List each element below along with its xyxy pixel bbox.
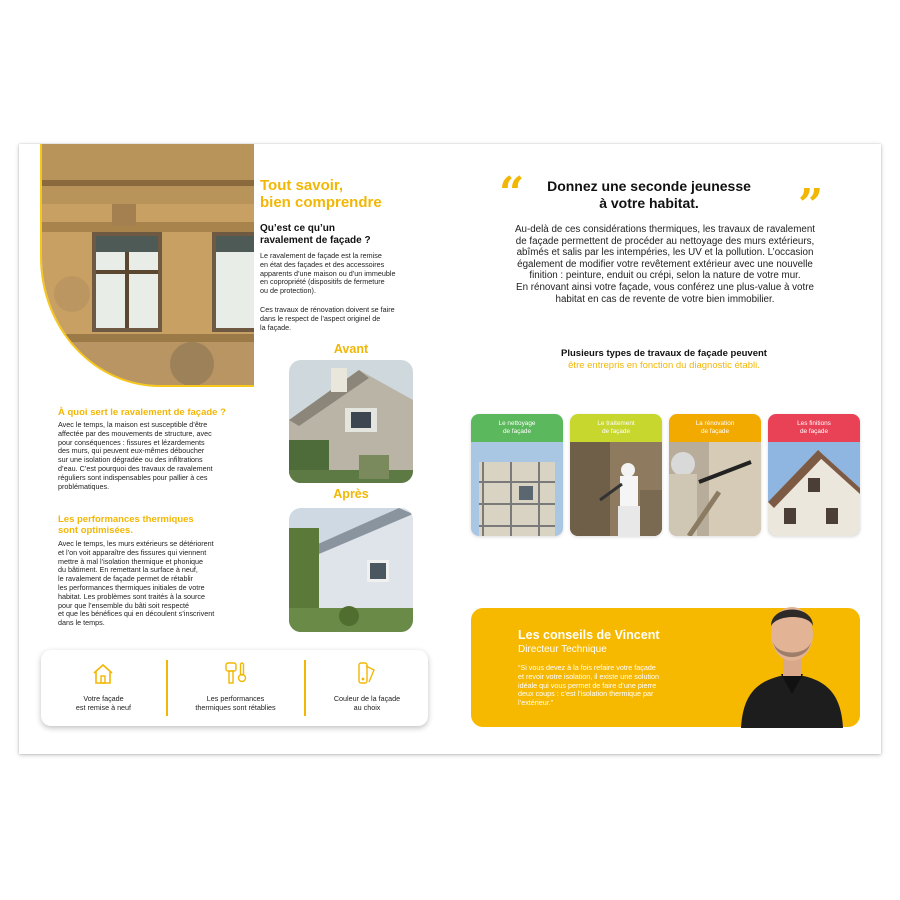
text-line: la façade.	[260, 322, 292, 332]
before-photo	[289, 360, 413, 483]
benefit-label	[41, 694, 166, 712]
heading-line: être entrepris en fonction du diagnostic établi.	[568, 360, 760, 371]
text-line: Ces travaux de rénovation doivent se faire	[260, 305, 395, 314]
advice-role: Directeur Technique	[518, 644, 607, 655]
card-header	[768, 414, 860, 442]
text-line: idéale qui vous permet de faire d’une pierre	[518, 680, 657, 690]
card-photo	[669, 442, 761, 536]
quote-heading	[539, 178, 759, 212]
card-header	[669, 414, 761, 442]
text-line: en état des façades et des accessoires	[260, 259, 385, 269]
heading-line: Plusieurs types de travaux de façade peuvent	[561, 348, 767, 359]
text-line: Au-delà de ces considérations thermiques, les travaux de ravalement	[514, 224, 816, 235]
page-title	[260, 177, 420, 211]
card-label: La rénovation	[695, 420, 735, 427]
card-renovation	[669, 414, 761, 536]
brochure-spread	[19, 144, 881, 754]
text-line: Le ravalement de façade est la remise	[260, 251, 382, 260]
definition-text	[260, 252, 425, 296]
text-line: affectée par des mouvements de structure, avec	[58, 428, 212, 438]
question-line: Qu’est ce qu’un	[260, 223, 336, 234]
types-heading	[519, 348, 809, 372]
title-line: bien comprendre	[260, 194, 382, 211]
text-line: “Si vous devez à la fois refaire votre façade	[518, 663, 656, 672]
text-line: le ravalement de façade permet de rétablir	[58, 574, 194, 584]
section-title	[58, 514, 258, 536]
card-photo	[570, 442, 662, 536]
text-line: apparents d’une maison ou d’un immeuble	[260, 268, 396, 278]
house-icon	[91, 662, 115, 686]
text-line: problématiques.	[58, 481, 110, 491]
vincent-portrait	[737, 582, 847, 728]
text-line: des murs, qui peuvent eux-mêmes déboucher	[58, 446, 205, 456]
advice-title: Les conseils de Vincent	[518, 628, 660, 642]
benefit-label	[306, 694, 428, 712]
card-header	[570, 414, 662, 442]
open-quote-mark: “	[499, 168, 525, 219]
text-line: les performances thermiques initiales de votre	[58, 582, 205, 592]
text-line: sur une isolation dégradée ou des infiltrations	[58, 455, 203, 465]
text-line: finition : peinture, enduit ou crépi, selon la nature de votre mur.	[529, 270, 801, 282]
quote-line: Donnez une seconde jeunesse	[547, 178, 751, 194]
text-line: deux coups : c’est l’isolation thermique par	[518, 689, 654, 699]
benefit-item	[168, 650, 303, 726]
thermometer-icon	[224, 660, 248, 686]
text-line: du bâtiment. En remettant la surface à neuf,	[58, 565, 198, 575]
benefits-bar	[41, 650, 428, 726]
text-line: mettre à mal l’isolation thermique et phonique	[58, 556, 204, 566]
text-line: ou de protection).	[260, 286, 316, 296]
card-label: de façade	[502, 427, 532, 435]
building-photo	[40, 144, 254, 387]
card-treatment	[570, 414, 662, 536]
quote-line: à votre habitat.	[599, 195, 699, 211]
text-line: dans le respect de l’aspect originel de	[260, 313, 381, 323]
before-label: Avant	[333, 342, 369, 356]
text-line: de façade permettent de procéder au nettoyage des murs extérieurs,	[515, 235, 815, 247]
advice-text	[518, 664, 728, 708]
card-photo	[768, 442, 860, 536]
label-line: est remise à neuf	[75, 703, 132, 712]
text-line: réguliers sont indispensables pour pallier à ces	[58, 472, 208, 482]
section-title: À quoi sert le ravalement de façade ?	[58, 407, 226, 418]
text-line: Avec le temps, les murs extérieurs se détériorent	[58, 539, 214, 548]
section1-text	[58, 421, 253, 491]
text-line: pour que l’ensemble du bâti soit respecté	[58, 600, 190, 610]
title-line: Tout savoir,	[260, 177, 344, 194]
text-line: et que les bénéfices qui en découlent s’inscrivent	[58, 609, 215, 619]
benefit-item	[306, 650, 428, 726]
question-line: ravalement de façade ?	[260, 235, 371, 246]
after-photo	[289, 508, 413, 632]
text-line: habitat. Les problèmes sont traités à la source	[58, 591, 206, 601]
color-swatch-icon	[355, 660, 379, 686]
card-label: Le nettoyage	[498, 420, 536, 427]
label-line: Votre façade	[83, 694, 124, 703]
text-line: l’extérieur.”	[518, 698, 554, 708]
label-line: Couleur de la façade	[333, 694, 401, 703]
card-label: de façade	[601, 427, 631, 435]
intro-text	[490, 224, 840, 305]
text-line: abîmés et salis par les intempéries, les UV et la pollution. L’occasion	[516, 247, 814, 259]
text-line: et revoir votre isolation, il existe une solution	[518, 671, 660, 681]
card-cleaning	[471, 414, 563, 536]
text-line: d’eau. C’est pourquoi des travaux de ravalement	[58, 463, 213, 473]
close-quote-mark: ”	[798, 180, 824, 231]
card-header	[471, 414, 563, 442]
card-label: de façade	[799, 427, 829, 435]
text-line: dans le temps.	[58, 618, 105, 628]
section2-text	[58, 540, 253, 628]
question-heading	[260, 223, 420, 247]
respect-text	[260, 306, 425, 332]
card-label: Le traitement	[597, 420, 635, 427]
benefit-label	[168, 694, 303, 712]
text-line: également de modifier votre revêtement extérieur avec une nouvelle	[517, 258, 813, 270]
text-line: En rénovant ainsi votre façade, vous conférez une plus-value à votre	[516, 281, 814, 293]
text-line: et l’on voit apparaître des fissures qui viennent	[58, 547, 207, 557]
card-label: de façade	[700, 427, 730, 435]
text-line: pour conséquences : fissures et lézardements	[58, 437, 205, 447]
title-line: Les performances thermiques	[58, 514, 194, 525]
text-line: habitat en cas de revente de votre bien immobilier.	[555, 293, 775, 305]
label-line: thermiques sont rétablies	[195, 703, 276, 712]
text-line: Avec le temps, la maison est susceptible d’être	[58, 420, 208, 429]
card-photo	[471, 442, 563, 536]
benefit-item	[41, 650, 166, 726]
label-line: au choix	[353, 703, 381, 712]
card-label: Les finitions	[797, 420, 831, 427]
title-line: sont optimisées.	[58, 525, 133, 536]
text-line: en copropriété (dispositifs de fermeture	[260, 277, 385, 287]
after-label: Après	[333, 487, 369, 501]
card-finishing	[768, 414, 860, 536]
label-line: Les performances	[206, 694, 265, 703]
